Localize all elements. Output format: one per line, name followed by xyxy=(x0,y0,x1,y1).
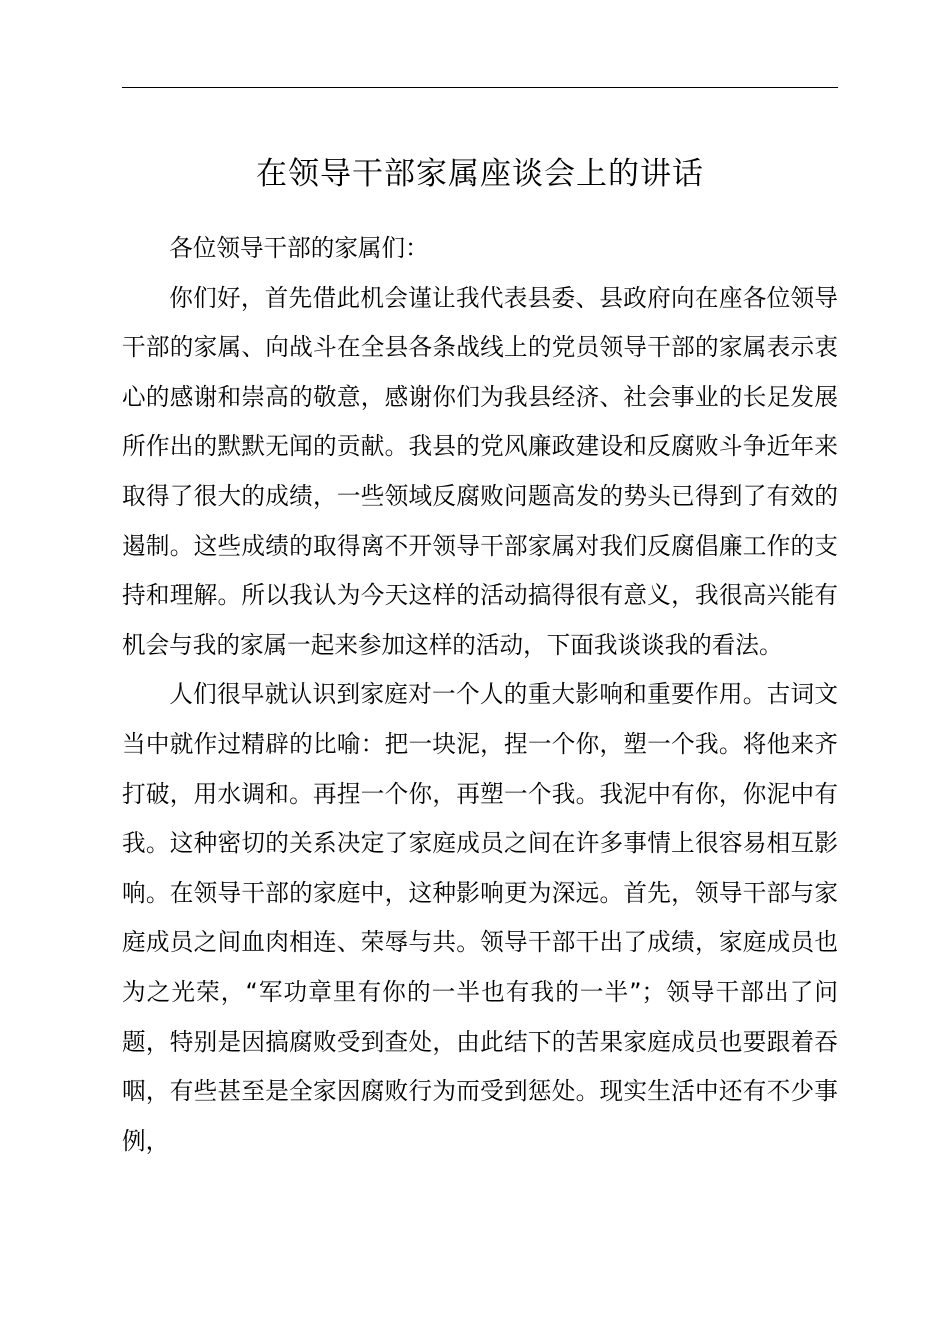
body-paragraph-1: 你们好，首先借此机会谨让我代表县委、县政府向在座各位领导干部的家属、向战斗在全县各条战线上的党员领导干部的家属表示衷心的感谢和崇高的敬意，感谢你们为我县经济、社会事业的长足发展所作出的默默无闻的贡献。我县的党风廉政建设和反腐败斗争近年来取得了很大的成绩，一些领域反腐败问题高发的势头已得到了有效的遏制。这些成绩的取得离不开领导干部家属对我们反腐倡廉工作的支持和理解。所以我认为今天这样的活动搞得很有意义，我很高兴能有机会与我的家属一起来参加这样的活动，下面我谈谈我的看法。 xyxy=(122,283,838,659)
header-rule xyxy=(122,87,838,88)
body-paragraph-2: 人们很早就认识到家庭对一个人的重大影响和重要作用。古词文当中就作过精辟的比喻：把一块泥，捏一个你，塑一个我。将他来齐打破，用水调和。再捏一个你，再塑一个我。我泥中有你，你泥中有我。这种密切的关系决定了家庭成员之间在许多事情上很容易相互影响。在领导干部的家庭中，这种影响更为深远。首先，领导干部与家庭成员之间血肉相连、荣辱与共。领导干部干出了成绩，家庭成员也为之光荣，“军功章里有你的一半也有我的一半”；领导干部出了问题，特别是因搞腐败受到查处，由此结下的苦果家庭成员也要跟着吞咽，有些甚至是全家因腐败行为而受到惩处。现实生活中还有不少事例， xyxy=(122,680,838,1155)
document-title: 在领导干部家属座谈会上的讲话 xyxy=(256,156,704,192)
salutation: 各位领导干部的家属们： xyxy=(169,234,429,262)
document-body xyxy=(122,224,838,1166)
